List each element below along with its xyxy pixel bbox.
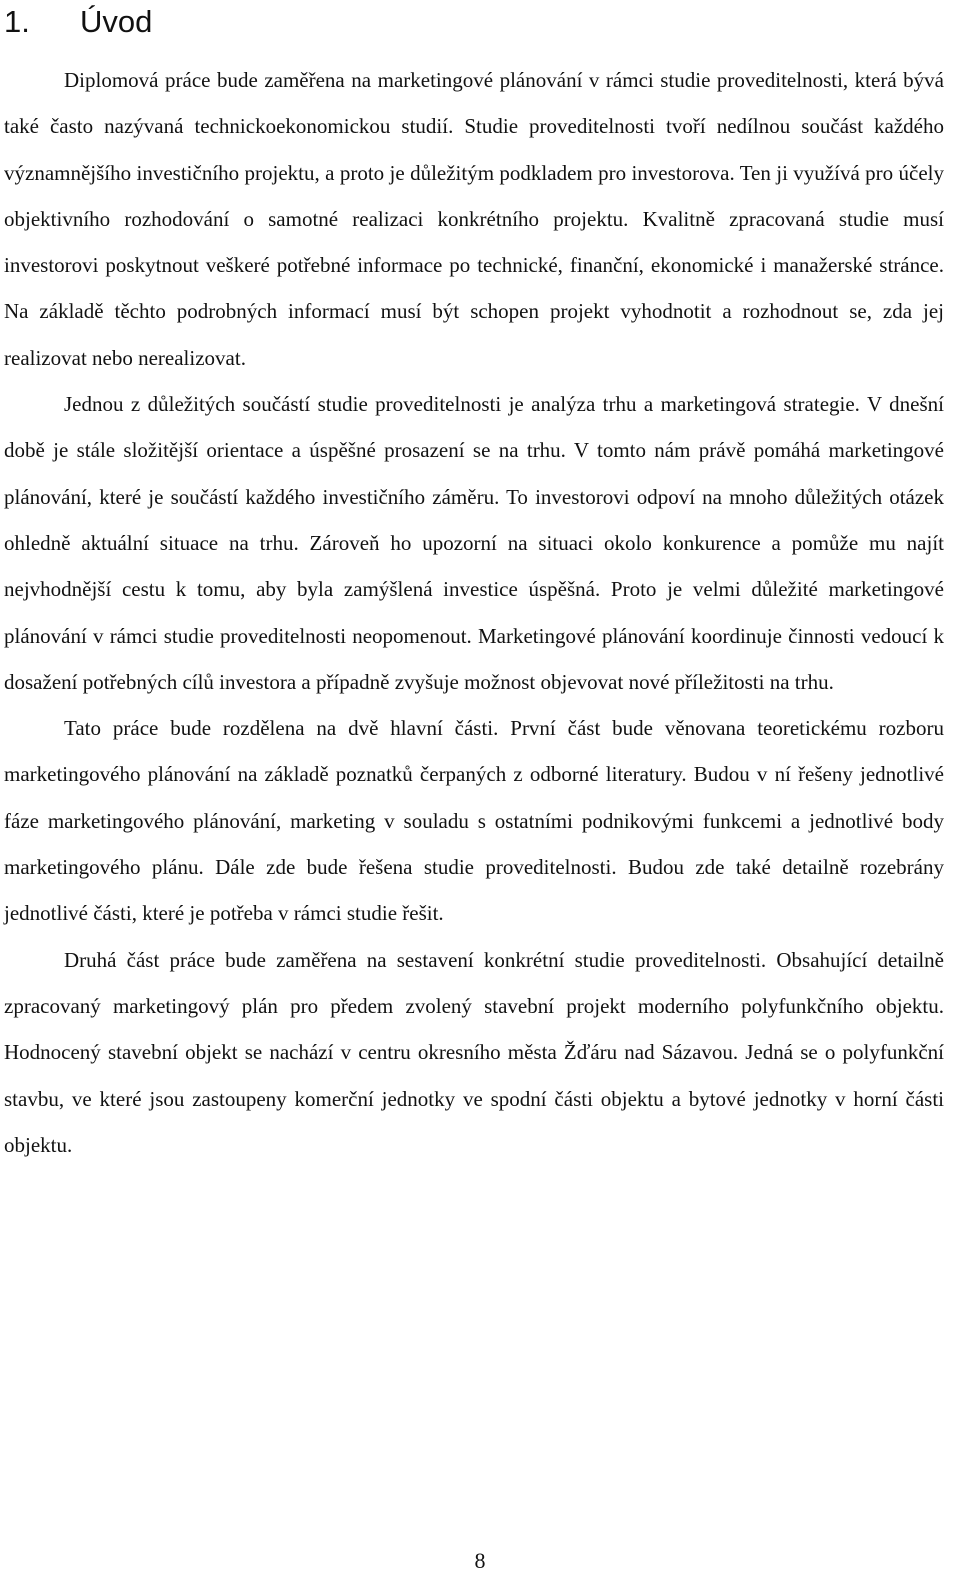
chapter-body xyxy=(4,57,944,1168)
paragraph-3: Tato práce bude rozdělena na dvě hlavní části. První část bude věnovana teoretickému rozboru marketingového plánování na základě poznatků čerpaných z odborné literatury. Budou v ní řešeny jednotlivé fáze marketingového plánování, marketing v souladu s ostatními podnikovými funkcemi a jednotlivé body marketingového plánu. Dále zde bude řešena studie proveditelnosti. Budou zde také detailně rozebrány jednotlivé části, které je potřeba v rámci studie řešit. xyxy=(4,716,944,926)
chapter-number: 1. xyxy=(4,4,30,39)
paragraph-4: Druhá část práce bude zaměřena na sestavení konkrétní studie proveditelnosti. Obsahující detailně zpracovaný marketingový plán pro předem zvolený stavební projekt moderního polyfunkčního objektu. Hodnocený stavební objekt se nachází v centru okresního města Žďáru nad Sázavou. Jedná se o polyfunkční stavbu, ve které jsou zastoupeny komerční jednotky ve spodní části objektu a bytové jednotky v horní části objektu. xyxy=(4,947,944,1157)
chapter-heading xyxy=(4,2,152,42)
page-number: 8 xyxy=(474,1548,486,1573)
paragraph-1: Diplomová práce bude zaměřena na marketingové plánování v rámci studie proveditelnosti, která bývá také často nazývaná technickoekonomickou studií. Studie proveditelnosti tvoří nedílnou součást každého významnějšího investičního projektu, a proto je důležitým podkladem pro investorova. Ten ji využívá pro účely objektivního rozhodování o samotné realizaci konkrétního projektu. Kvalitně zpracovaná studie musí investorovi poskytnout veškeré potřebné informace po technické, finanční, ekonomické i manažerské stránce. Na základě těchto podrobných informací musí být schopen projekt vyhodnotit a rozhodnout se, zda jej realizovat nebo nerealizovat. xyxy=(4,68,944,370)
paragraph-2: Jednou z důležitých součástí studie proveditelnosti je analýza trhu a marketingová strategie. V dnešní době je stále složitější orientace a úspěšné prosazení se na trhu. V tomto nám právě pomáhá marketingové plánování, které je součástí každého investičního záměru. To investorovi odpoví na mnoho důležitých otázek ohledně aktuální situace na trhu. Zároveň ho upozorní na situaci okolo konkurence a pomůže mu najít nejvhodnější cestu k tomu, aby byla zamýšlená investice úspěšná. Proto je velmi důležité marketingové plánování v rámci studie proveditelnosti neopomenout. Marketingové plánování koordinuje činnosti vedoucí k dosažení potřebných cílů investora a případně zvyšuje možnost objevovat nové příležitosti na trhu. xyxy=(4,392,944,694)
chapter-title: Úvod xyxy=(80,4,153,39)
